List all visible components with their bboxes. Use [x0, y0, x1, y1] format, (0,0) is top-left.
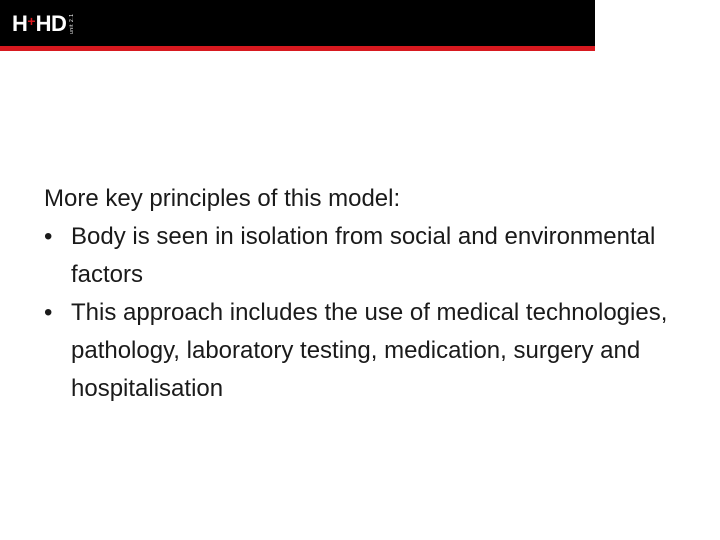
slide-content	[44, 180, 684, 408]
bullet-icon: •	[44, 223, 53, 250]
hhd-logo	[12, 11, 75, 37]
bullet-text: Body is seen in isolation from social and environmental factors	[71, 223, 656, 288]
header-bar	[0, 0, 595, 46]
logo-tagline: unit 2.1	[69, 13, 76, 35]
bullet-icon: •	[44, 299, 53, 326]
header-accent-line	[0, 46, 595, 51]
logo-plus-icon: +	[27, 13, 36, 29]
bullet-list	[44, 218, 684, 408]
intro-text: More key principles of this model:	[44, 185, 401, 212]
bullet-item	[44, 218, 684, 294]
logo-letter-h: H	[12, 11, 28, 36]
logo-letters-hd: HD	[35, 11, 67, 36]
bullet-text: This approach includes the use of medical technologies, pathology, laboratory testing, medication, surgery and hospitalisation	[71, 299, 668, 402]
bullet-item	[44, 294, 684, 408]
